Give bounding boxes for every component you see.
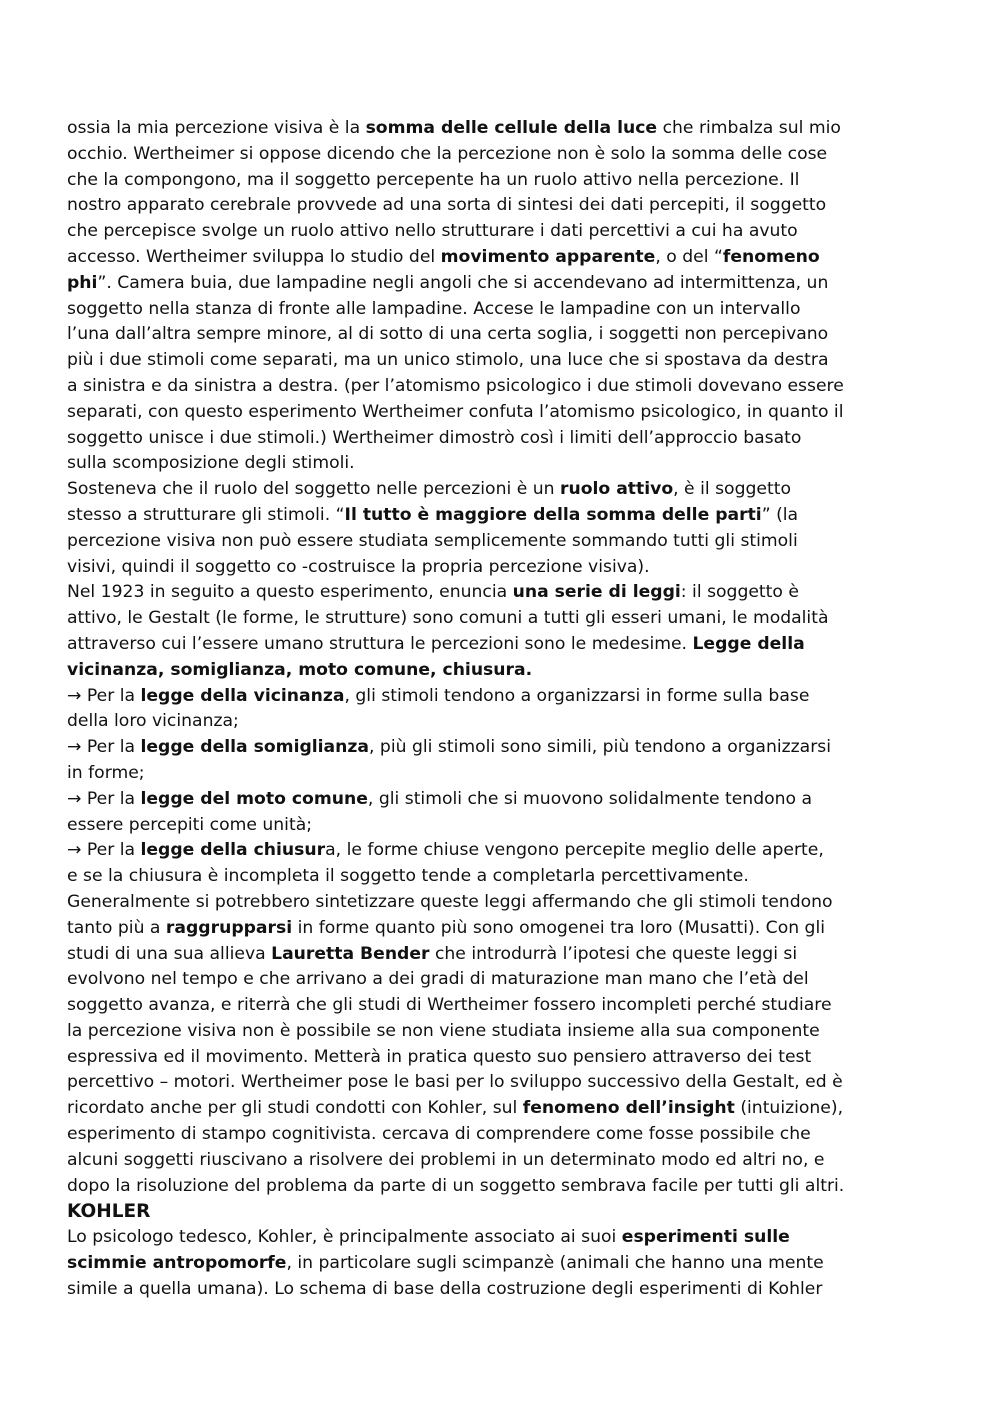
text-line (67, 348, 904, 374)
text-run: più i due stimoli come separati, ma un unico stimolo, una luce che si spostava da destra (67, 350, 829, 371)
bold-text-run: phi (67, 272, 98, 293)
text-line (67, 864, 904, 890)
text-line (67, 1277, 904, 1303)
text-run: occhio. Wertheimer si oppose dicendo che la percezione non è solo la somma delle cose (67, 143, 828, 164)
text-line (67, 297, 904, 323)
text-run: Sosteneva che il ruolo del soggetto nelle percezioni è un (67, 479, 560, 500)
text-run: ossia la mia percezione visiva è la (67, 118, 366, 138)
text-line (67, 503, 904, 529)
text-run: separati, con questo esperimento Wertheimer confuta l’atomismo psicologico, in quanto il (67, 401, 844, 422)
text-run: ” (la (761, 504, 799, 525)
text-run: dopo la risoluzione del problema da parte di un soggetto sembrava facile per tutti gli altri. (67, 1175, 845, 1196)
text-line (67, 580, 904, 606)
bold-text-run: legge della somiglianza (140, 737, 369, 758)
text-run: → Per la (67, 840, 141, 861)
bold-text-run: Lauretta Bender (271, 943, 430, 964)
text-line (67, 838, 904, 864)
text-line (67, 1045, 904, 1071)
text-line (67, 193, 904, 219)
text-run: (intuizione), (734, 1098, 844, 1119)
text-line (67, 709, 904, 735)
text-line (67, 1070, 904, 1096)
text-line (67, 942, 904, 968)
text-run: , gli stimoli tendono a organizzarsi in forme sulla base (344, 685, 810, 706)
bold-text-run: fenomeno (722, 246, 820, 267)
text-run: visivi, quindi il soggetto co -costruisce la propria percezione visiva). (67, 556, 650, 577)
text-run: che percepisce svolge un ruolo attivo nello strutturare i dati percettivi a cui ha avuto (67, 221, 798, 242)
text-run: percettivo – motori. Wertheimer pose le basi per lo sviluppo successivo della Gestalt, ed è (67, 1072, 843, 1093)
text-line (67, 735, 904, 761)
text-run: , gli stimoli che si muovono solidalmente tendono a (367, 788, 813, 809)
text-run: Lo psicologo tedesco, Kohler, è principalmente associato ai suoi (67, 1227, 622, 1248)
text-line (67, 477, 904, 503)
bold-text-run: legge della chiusur (140, 840, 326, 861)
bold-text-run: scimmie antropomorfe (67, 1253, 287, 1274)
bold-text-run: legge del moto comune (140, 788, 368, 809)
text-run: studi di una sua allieva (67, 943, 272, 964)
text-line (67, 245, 904, 271)
text-run: e se la chiusura è incompleta il soggetto tende a completarla percettivamente. (67, 866, 749, 887)
text-run: sulla scomposizione degli stimoli. (67, 453, 355, 474)
text-line (67, 142, 904, 168)
text-run: ricordato anche per gli studi condotti con Kohler, sul (67, 1098, 523, 1119)
text-run: in forme quanto più sono omogenei tra loro (Musatti). Con gli (292, 917, 826, 938)
text-line (67, 1225, 904, 1251)
text-run: stesso a strutturare gli stimoli. “ (67, 504, 345, 525)
text-run: in forme; (67, 762, 145, 783)
body-text (67, 116, 904, 1199)
text-line (67, 374, 904, 400)
bold-text-run: fenomeno dell’insight (522, 1098, 735, 1119)
text-line (67, 916, 904, 942)
text-line (67, 1251, 904, 1277)
text-line (67, 1148, 904, 1174)
text-line (67, 658, 904, 684)
text-run: , è il soggetto (673, 479, 791, 500)
text-run: essere percepiti come unità; (67, 814, 313, 835)
text-run: , più gli stimoli sono simili, più tendono a organizzarsi (368, 737, 831, 758)
bold-text-run: vicinanza, somiglianza, moto comune, chiusura. (67, 659, 533, 680)
text-line (67, 993, 904, 1019)
text-line (67, 322, 904, 348)
section-heading-kohler: KOHLER (67, 1201, 151, 1223)
text-line (67, 1019, 904, 1045)
bold-text-run: ruolo attivo (559, 479, 674, 500)
text-line (67, 1096, 904, 1122)
text-run: soggetto nella stanza di fronte alle lampadine. Accese le lampadine con un intervallo (67, 298, 801, 319)
text-run: a sinistra e da sinistra a destra. (per l’atomismo psicologico i due stimoli dovevano essere (67, 375, 844, 396)
text-run: percezione visiva non può essere studiata semplicemente sommando tutti gli stimoli (67, 530, 798, 551)
text-run: che rimbalza sul mio (657, 118, 841, 138)
bold-text-run: una serie di leggi (512, 582, 681, 603)
bold-text-run: Legge della (692, 633, 805, 654)
bold-text-run: raggrupparsi (165, 917, 293, 938)
text-line (67, 787, 904, 813)
bold-text-run: movimento apparente (440, 246, 656, 267)
bold-text-run: esperimenti sulle (621, 1227, 790, 1248)
text-run: tanto più a (67, 917, 166, 938)
text-run: espressiva ed il movimento. Metterà in pratica questo suo pensiero attraverso dei test (67, 1046, 812, 1067)
text-run: a, le forme chiuse vengono percepite meglio delle aperte, (325, 840, 824, 861)
text-line (67, 967, 904, 993)
text-run: accesso. Wertheimer sviluppa lo studio del (67, 246, 441, 267)
text-run: nostro apparato cerebrale provvede ad una sorta di sintesi dei dati percepiti, il soggetto (67, 195, 827, 216)
text-run: che introdurrà l’ipotesi che queste leggi si (429, 943, 798, 964)
text-run: → Per la (67, 788, 141, 809)
text-line (67, 219, 904, 245)
text-line (67, 271, 904, 297)
text-run: l’una dall’altra sempre minore, al di sotto di una certa soglia, i soggetti non percepivano (67, 324, 829, 345)
bold-text-run: Il tutto è maggiore della somma delle parti (344, 504, 762, 525)
text-run: → Per la (67, 685, 141, 706)
text-run: , o del “ (655, 246, 723, 267)
text-line (67, 761, 904, 787)
text-line (67, 555, 904, 581)
text-run: la percezione visiva non è possibile se non viene studiata insieme alla sua componente (67, 1020, 820, 1041)
text-run: Nel 1923 in seguito a questo esperimento, enuncia (67, 582, 513, 603)
text-line (67, 684, 904, 710)
text-line (67, 529, 904, 555)
text-run: attivo, le Gestalt (le forme, le strutture) sono comuni a tutti gli esseri umani, le modalità (67, 608, 829, 629)
text-run: della loro vicinanza; (67, 711, 239, 732)
text-run: , in particolare sugli scimpanzè (animali che hanno una mente (286, 1253, 824, 1274)
text-line (67, 400, 904, 426)
bold-text-run: legge della vicinanza (140, 685, 345, 706)
text-run: soggetto unisce i due stimoli.) Wertheimer dimostrò così i limiti dell’approccio basato (67, 427, 802, 448)
text-line (67, 168, 904, 194)
text-run: esperimento di stampo cognitivista. cercava di comprendere come fosse possibile che (67, 1124, 811, 1145)
text-run: simile a quella umana). Lo schema di base della costruzione degli esperimenti di Kohler (67, 1278, 823, 1299)
bold-text-run: somma delle cellule della luce (365, 118, 658, 138)
text-line (67, 1174, 904, 1200)
text-line (67, 426, 904, 452)
text-run: ”. Camera buia, due lampadine negli angoli che si accendevano ad intermittenza, un (97, 272, 829, 293)
text-run: soggetto avanza, e riterrà che gli studi di Wertheimer fossero incompleti perché studiare (67, 995, 832, 1016)
text-run: : il soggetto è (680, 582, 799, 603)
text-line (67, 606, 904, 632)
text-run: → Per la (67, 737, 141, 758)
text-line (67, 451, 904, 477)
body-text-kohler (67, 1225, 904, 1302)
text-line (67, 116, 904, 142)
text-line (67, 632, 904, 658)
text-run: attraverso cui l’essere umano struttura le percezioni sono le medesime. (67, 633, 693, 654)
text-run: Generalmente si potrebbero sintetizzare queste leggi affermando che gli stimoli tendono (67, 891, 833, 912)
text-line (67, 813, 904, 839)
text-run: che la compongono, ma il soggetto percepente ha un ruolo attivo nella percezione. Il (67, 169, 800, 190)
text-run: alcuni soggetti riuscivano a risolvere dei problemi in un determinato modo ed altri no, e (67, 1149, 825, 1170)
text-line (67, 890, 904, 916)
text-line (67, 1122, 904, 1148)
text-run: evolvono nel tempo e che arrivano a dei gradi di maturazione man mano che l’età del (67, 969, 809, 990)
